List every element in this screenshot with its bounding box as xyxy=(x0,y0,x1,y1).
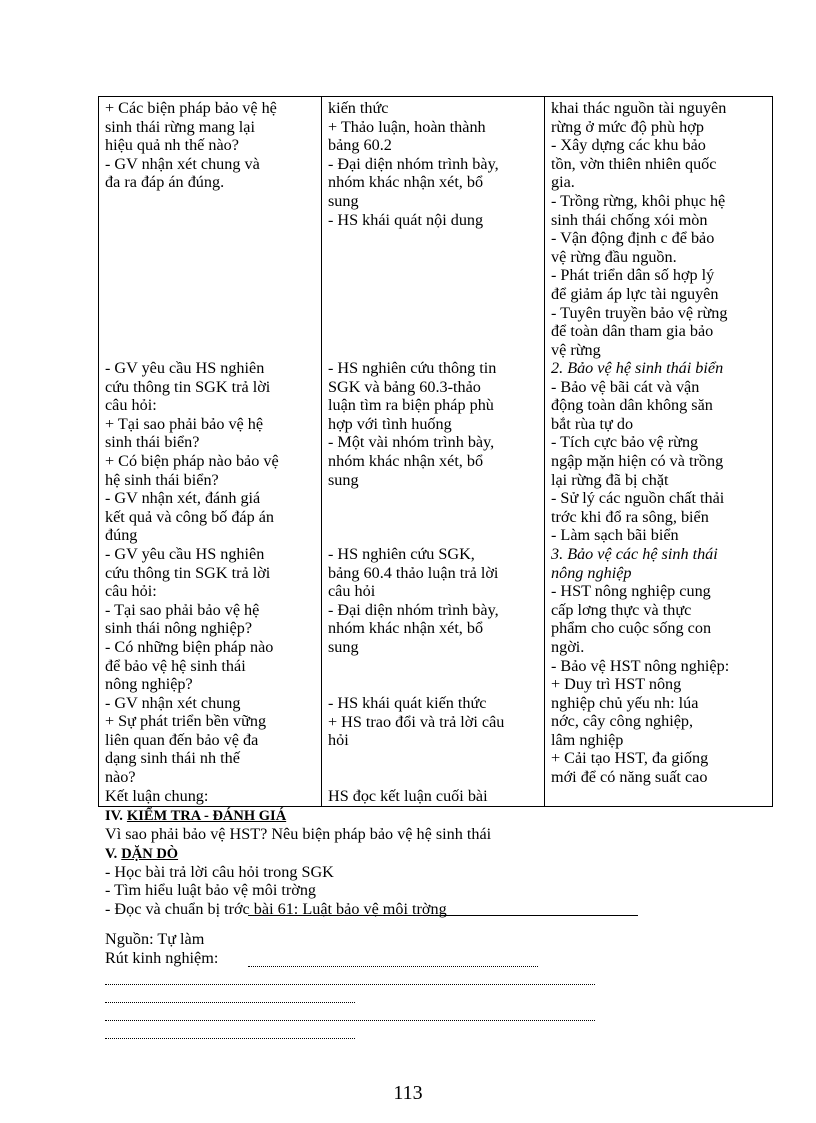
text-line: - HS nghiên cứu SGK, xyxy=(328,545,475,563)
list-item: - Tìm hiểu luật bảo vệ môi trờng xyxy=(105,881,317,900)
text-line: câu hỏi: xyxy=(105,396,157,415)
text-line: - Bảo vệ HST nông nghiệp: xyxy=(551,656,730,675)
dotted-rule xyxy=(105,1038,355,1039)
text-line: - Phát triển dân số hợp lý xyxy=(551,266,715,285)
text-line: nghiệp chủ yếu nh: lúa xyxy=(551,693,699,712)
section-heading: nông nghiệp xyxy=(551,563,632,582)
text-line: rừng ở mức độ phù hợp xyxy=(551,117,704,136)
student-block-5 xyxy=(328,787,543,806)
text-line: nhóm khác nhận xét, bổ xyxy=(328,451,484,470)
text-line: sinh thái biển? xyxy=(105,433,200,452)
section-number: V. xyxy=(105,846,118,862)
text-line: - HS khái quát nội dung xyxy=(328,210,484,229)
text-line: dạng sinh thái nh thế xyxy=(105,749,240,768)
text-line: hệ sinh thái biển? xyxy=(105,470,219,489)
divider xyxy=(248,915,638,916)
text-line: + Sự phát triển bền vững xyxy=(105,712,267,731)
section-heading xyxy=(105,806,705,825)
text-line: câu hỏi: xyxy=(105,582,157,601)
text-line: lại rừng đã bị chặt xyxy=(551,470,669,489)
text-line: + HS trao đổi và trả lời câu xyxy=(328,712,505,731)
text-line: - HS khái quát kiến thức xyxy=(328,694,487,712)
text-line: - Trồng rừng, khôi phục hệ xyxy=(551,191,726,210)
text-line: - GV nhận xét, đánh giá xyxy=(105,489,261,508)
text-line: gia. xyxy=(551,173,575,192)
text-line: sinh thái nông nghiệp? xyxy=(105,619,253,638)
text-line: đa ra đáp án đúng. xyxy=(105,173,225,192)
dotted-rule xyxy=(105,1020,595,1021)
section-number: IV. xyxy=(105,808,123,824)
text-line: - Xây dựng các khu bảo xyxy=(551,136,706,155)
text-line: - GV yêu cầu HS nghiên xyxy=(105,544,265,563)
text-line: Kết luận chung: xyxy=(105,786,209,805)
text-line: trớc khi đổ ra sông, biển xyxy=(551,507,709,526)
text-line: lâm nghiệp xyxy=(551,730,624,749)
content-block-2 xyxy=(551,359,770,787)
content-block-1 xyxy=(551,99,770,359)
text-line: + Các biện pháp bảo vệ hệ xyxy=(105,99,277,117)
text-line: - Làm sạch bãi biển xyxy=(551,526,679,545)
teacher-block-1 xyxy=(105,99,319,192)
page-number: 113 xyxy=(393,1082,423,1104)
text-line: - Bảo vệ bãi cát và vận xyxy=(551,377,700,396)
experience-label: Rút kinh nghiệm: xyxy=(105,948,219,967)
text-line: phẩm cho cuộc sống con xyxy=(551,619,712,638)
text-line: cứu thông tin SGK trả lời xyxy=(105,377,271,396)
section-assessment xyxy=(105,806,705,843)
text-line: câu hỏi xyxy=(328,582,376,601)
text-line: SGK và bảng 60.3-thảo xyxy=(328,377,481,396)
text-line: nào? xyxy=(105,768,136,787)
student-block-1 xyxy=(328,99,543,229)
text-line: mới để có năng suất cao xyxy=(551,768,708,787)
student-block-4 xyxy=(328,694,543,750)
text-line: cấp lơng thực và thực xyxy=(551,600,692,619)
text-line: + Tại sao phải bảo vệ hệ xyxy=(105,414,264,433)
teacher-activity-column xyxy=(99,97,321,806)
section-heading: 3. Bảo vệ các hệ sinh thái xyxy=(551,544,718,563)
text-line: - GV yêu cầu HS nghiên xyxy=(105,359,265,377)
text-line: - Sử lý các nguồn chất thải xyxy=(551,489,725,508)
text-line: ngập mặn hiện có và trồng xyxy=(551,451,724,470)
text-line: bắt rùa tự do xyxy=(551,414,634,433)
text-line: - Đại diện nhóm trình bày, xyxy=(328,600,499,619)
footer-notes xyxy=(105,930,705,967)
text-line: - Tại sao phải bảo vệ hệ xyxy=(105,600,260,619)
text-line: - Tích cực bảo vệ rừng xyxy=(551,433,699,452)
text-line: sung xyxy=(328,637,359,656)
text-line: + Duy trì HST nông xyxy=(551,675,682,694)
text-line: Vì sao phải bảo vệ HST? Nêu biện pháp bảo vệ hệ sinh thái xyxy=(105,824,492,843)
text-line: khai thác nguồn tài nguyên xyxy=(551,99,727,117)
student-block-2 xyxy=(328,359,543,489)
text-line: để bảo vệ hệ sinh thái xyxy=(105,656,246,675)
text-line: vệ rừng đầu nguồn. xyxy=(551,247,677,266)
text-line: - HST nông nghiệp cung xyxy=(551,582,711,601)
dotted-rule xyxy=(105,1002,355,1003)
text-line: động toàn dân không săn xyxy=(551,396,713,415)
text-line: sinh thái chống xói mòn xyxy=(551,210,708,229)
text-line: nhóm khác nhận xét, bổ xyxy=(328,173,484,192)
text-line: liên quan đến bảo vệ đa xyxy=(105,730,259,749)
section-title: DẶN DÒ xyxy=(121,846,179,862)
text-line: cứu thông tin SGK trả lời xyxy=(105,563,271,582)
student-activity-column xyxy=(321,97,545,806)
section-heading: 2. Bảo vệ hệ sinh thái biển xyxy=(551,359,724,377)
text-line: nhóm khác nhận xét, bổ xyxy=(328,619,484,638)
section-title: KIỂM TRA - ĐÁNH GIÁ xyxy=(126,808,287,824)
text-line: - Có những biện pháp nào xyxy=(105,637,274,656)
source-line: Nguồn: Tự làm xyxy=(105,930,205,948)
text-line: nớc, cây công nghiệp, xyxy=(551,712,694,731)
text-line: sung xyxy=(328,191,359,210)
student-block-3 xyxy=(328,545,543,657)
text-line: đúng xyxy=(105,526,138,545)
text-line: kết quả và công bố đáp án xyxy=(105,507,275,526)
text-line: sung xyxy=(328,470,359,489)
text-line: để giảm áp lực tài nguyên xyxy=(551,284,719,303)
section-homework xyxy=(105,844,705,918)
text-line: hiệu quả nh thế nào? xyxy=(105,136,239,155)
text-line: - Đại diện nhóm trình bày, xyxy=(328,154,499,173)
text-line: để toàn dân tham gia bảo xyxy=(551,322,714,341)
dotted-rule xyxy=(105,984,595,985)
text-line: nông nghiệp? xyxy=(105,675,193,694)
text-line: + Cải tạo HST, đa giống xyxy=(551,749,709,768)
list-item: - Học bài trả lời câu hỏi trong SGK xyxy=(105,862,334,881)
text-line: + Thảo luận, hoàn thành xyxy=(328,117,486,136)
text-line: luận tìm ra biện pháp phù xyxy=(328,396,494,415)
list-item: - Đọc và chuẩn bị trớc bài 61: Luật bảo vệ môi trờng xyxy=(105,899,447,918)
text-line: ngời. xyxy=(551,637,585,656)
text-line: - Vận động định c để bảo xyxy=(551,229,715,248)
text-line: - Tuyên truyền bảo vệ rừng xyxy=(551,303,728,322)
lesson-table xyxy=(98,96,773,807)
dotted-rule xyxy=(248,966,538,967)
teacher-block-2 xyxy=(105,359,319,805)
text-line: HS đọc kết luận cuối bài xyxy=(328,787,488,805)
text-line: kiến thức xyxy=(328,99,389,117)
text-line: bảng 60.4 thảo luận trả lời xyxy=(328,563,499,582)
text-line: sinh thái rừng mang lại xyxy=(105,117,255,136)
text-line: hỏi xyxy=(328,731,349,750)
text-line: - GV nhận xét chung xyxy=(105,693,241,712)
text-line: hợp với tình huống xyxy=(328,414,452,433)
text-line: + Có biện pháp nào bảo vệ xyxy=(105,451,279,470)
content-column xyxy=(544,97,772,806)
text-line: - GV nhận xét chung và xyxy=(105,154,260,173)
text-line: - HS nghiên cứu thông tin xyxy=(328,359,497,377)
text-line: bảng 60.2 xyxy=(328,136,392,155)
text-line: vệ rừng xyxy=(551,340,601,359)
text-line: tồn, vờn thiên nhiên quốc xyxy=(551,154,717,173)
section-heading xyxy=(105,844,705,863)
text-line: - Một vài nhóm trình bày, xyxy=(328,433,495,452)
